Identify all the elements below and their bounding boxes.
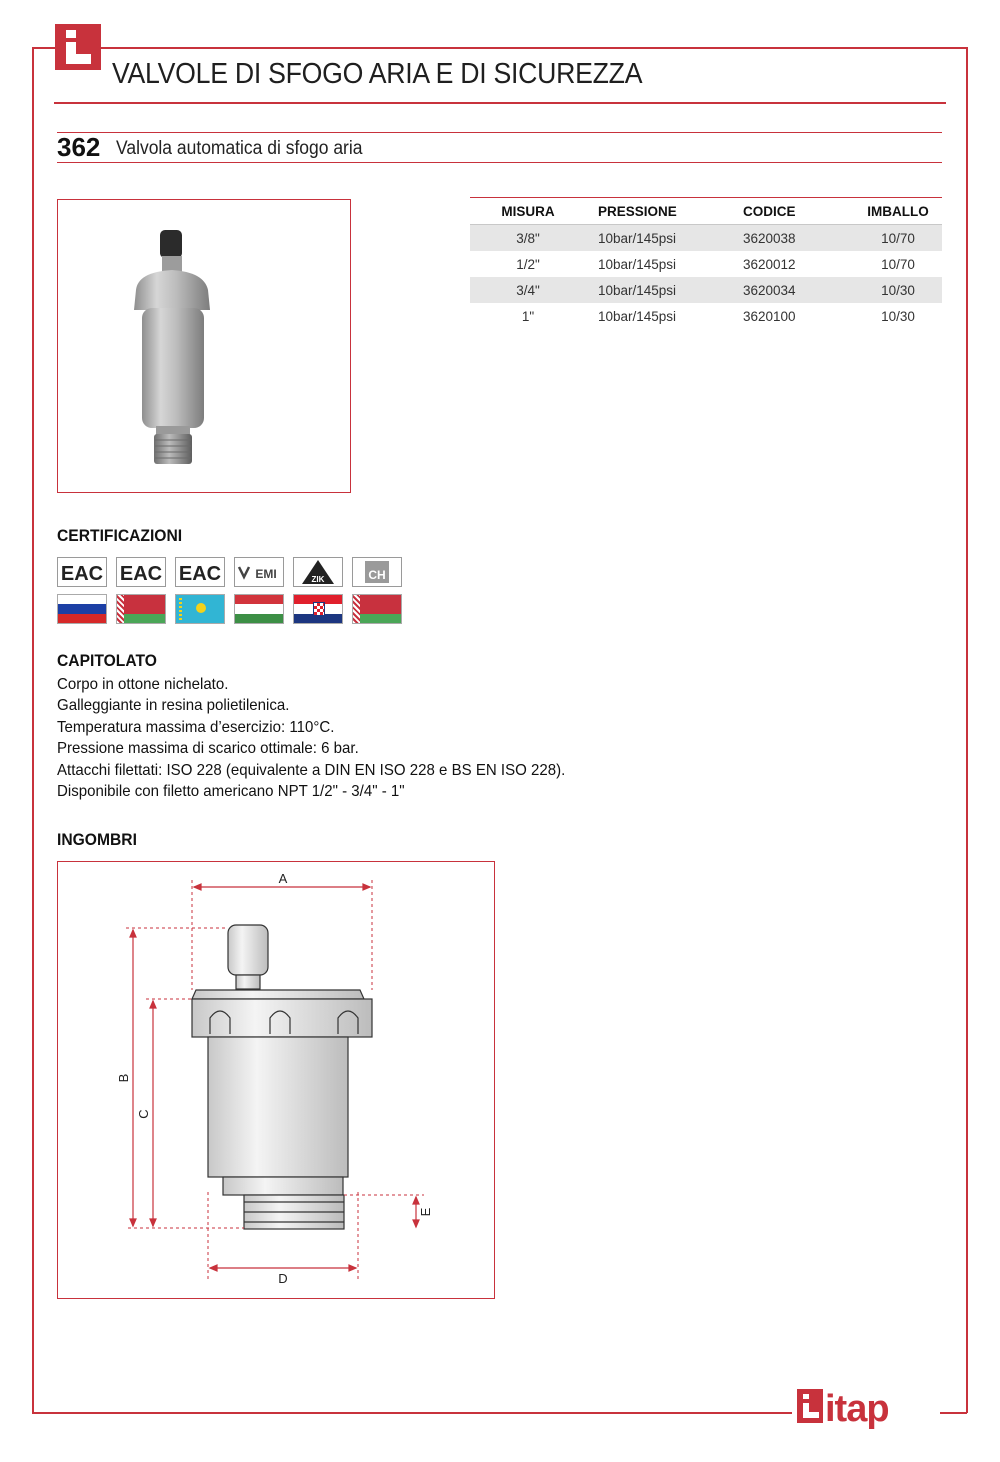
capitolato-line: Corpo in ottone nichelato.: [57, 676, 229, 693]
cell-pressione: 10bar/145psi: [586, 225, 721, 252]
itap-corner-logo-icon: [55, 24, 101, 70]
capitolato-text: [57, 674, 565, 802]
emi-mark-icon: [234, 557, 284, 587]
cell-misura: 1/2": [516, 256, 540, 272]
eac-mark-icon: [175, 557, 225, 587]
table-row: [470, 251, 942, 277]
col-header-imballo: IMBALLO: [854, 198, 942, 225]
frame-bottom-line-right: [940, 1412, 967, 1414]
capitolato-line: Disponibile con filetto americano NPT 1/2" - 3/4" - 1": [57, 783, 405, 801]
zik-mark-icon: [293, 557, 343, 587]
capitolato-line: Attacchi filettati: ISO 228 (equivalente a DIN EN ISO 228 e BS EN ISO 228).: [57, 761, 566, 779]
cell-misura: 1": [521, 308, 535, 324]
kazakhstan-flag-icon: [175, 594, 225, 624]
eac-mark-icon: [116, 557, 166, 587]
cell-codice: 3620100: [743, 308, 796, 324]
hungary-flag-icon: [234, 594, 284, 624]
col-header-misura: MISURA: [470, 198, 586, 225]
cell-misura: 3/4": [470, 277, 586, 303]
product-code: 362: [57, 132, 101, 162]
page-title: VALVOLE DI SFOGO ARIA E DI SICUREZZA: [112, 58, 643, 90]
cell-imballo: 10/70: [881, 256, 915, 272]
dim-label-e: E: [418, 1207, 433, 1217]
title-underline: [54, 102, 946, 104]
eac-mark-text: EAC: [60, 563, 104, 585]
frame-right-line: [966, 47, 968, 1413]
capitolato-heading: CAPITOLATO: [57, 651, 157, 670]
product-top-line: [57, 132, 942, 133]
table-row: [470, 277, 942, 303]
itap-brand-logo: [795, 1385, 940, 1439]
zik-mark-text: ZIK: [311, 575, 325, 584]
cell-codice: 3620012: [743, 256, 796, 272]
emi-mark-text: EMI: [255, 567, 277, 581]
product-photo: [57, 199, 351, 493]
product-table: [470, 197, 942, 329]
brand-logo-text: itap: [825, 1388, 889, 1430]
ch-mark-icon: [352, 557, 402, 587]
certificazioni-heading: CERTIFICAZIONI: [57, 526, 183, 545]
cell-imballo: 10/30: [854, 277, 942, 303]
frame-top-line: [32, 47, 967, 49]
dim-label-d: D: [278, 1271, 288, 1286]
capitolato-line: Pressione massima di scarico ottimale: 6 bar.: [57, 740, 359, 758]
cell-codice: 3620034: [721, 277, 854, 303]
cell-misura: 3/8": [470, 225, 586, 252]
cell-pressione: 10bar/145psi: [598, 308, 677, 324]
col-header-pressione: PRESSIONE: [586, 198, 721, 225]
croatia-flag-icon: [293, 594, 343, 624]
table-row: [470, 225, 942, 252]
dim-label-c: C: [136, 1109, 151, 1119]
eac-mark-icon: [57, 557, 107, 587]
frame-left-line: [32, 47, 34, 1413]
cell-imballo: 10/30: [881, 308, 915, 324]
cell-pressione: 10bar/145psi: [586, 277, 721, 303]
product-bottom-line: [57, 162, 942, 163]
capitolato-line: Temperatura massima d’esercizio: 110°C.: [57, 718, 335, 736]
russia-flag-icon: [57, 594, 107, 624]
dim-label-a: A: [278, 871, 288, 886]
cell-codice: 3620038: [721, 225, 854, 252]
dim-label-b: B: [116, 1073, 131, 1083]
cell-imballo: 10/70: [854, 225, 942, 252]
frame-bottom-line: [32, 1412, 792, 1414]
belarus-flag-icon: [352, 594, 402, 624]
product-name: Valvola automatica di sfogo aria: [116, 138, 363, 159]
col-header-codice: CODICE: [721, 198, 854, 225]
eac-mark-text: EAC: [119, 563, 163, 585]
ingombri-heading: INGOMBRI: [57, 830, 137, 849]
capitolato-line: Galleggiante in resina polietilenica.: [57, 697, 290, 715]
dimension-drawing: [57, 861, 495, 1299]
cell-pressione: 10bar/145psi: [598, 256, 677, 272]
ch-mark-text: CH: [368, 568, 386, 582]
belarus-flag-icon: [116, 594, 166, 624]
eac-mark-text: EAC: [178, 563, 222, 585]
table-header-row: [470, 198, 942, 225]
table-row: [470, 303, 942, 329]
